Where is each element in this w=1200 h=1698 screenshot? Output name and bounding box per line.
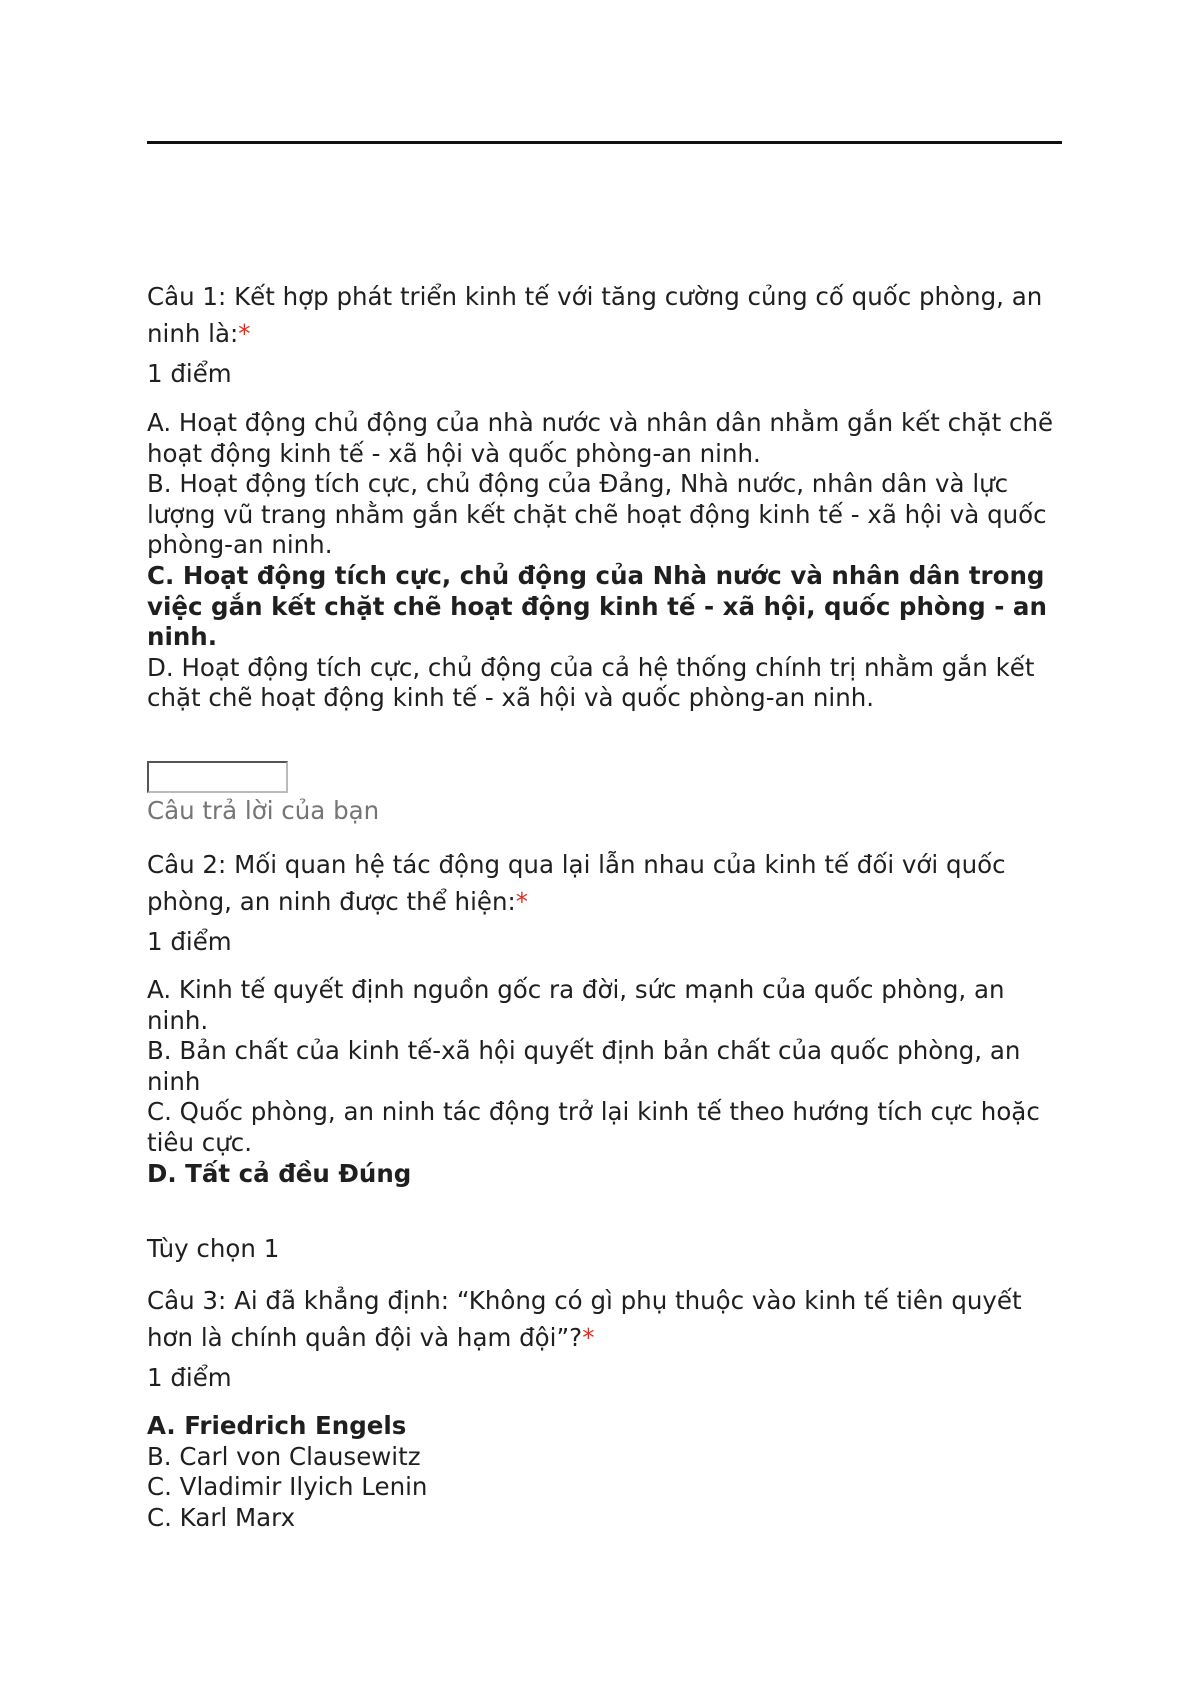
top-divider: [147, 141, 1062, 144]
required-mark: *: [582, 1323, 595, 1352]
option-1d: D. Hoạt động tích cực, chủ động của cả hệ thống chính trị nhằm gắn kết chặt chẽ hoạt động kinh tế - xã hội và quốc phòng-an ninh.: [147, 652, 1035, 713]
required-mark: *: [515, 887, 528, 916]
option-3b: B. Carl von Clausewitz: [147, 1441, 421, 1471]
option-1a: A. Hoạt động chủ động của nhà nước và nhân dân nhằm gắn kết chặt chẽ hoạt động kinh tế - xã hội và quốc phòng-an ninh.: [147, 408, 1054, 468]
option-2b: B. Bản chất của kinh tế-xã hội quyết định bản chất của quốc phòng, an ninh: [147, 1036, 1021, 1096]
answer-input[interactable]: [147, 761, 288, 793]
question-3-title: Câu 3: Ai đã khẳng định: “Không có gì phụ thuộc vào kinh tế tiên quyết hơn là chính quân đội và hạm đội”?*: [147, 1286, 1022, 1352]
option-2d: D. Tất cả đều Đúng: [147, 1158, 412, 1188]
question-2-points: 1 điểm: [147, 927, 232, 956]
question-1-points: 1 điểm: [147, 359, 232, 388]
question-2-title: Câu 2: Mối quan hệ tác động qua lại lẫn nhau của kinh tế đối với quốc phòng, an ninh được thể hiện:*: [147, 850, 1006, 916]
question-3-options: [147, 1411, 1067, 1533]
option-2a: A. Kinh tế quyết định nguồn gốc ra đời, sức mạnh của quốc phòng, an ninh.: [147, 975, 1005, 1035]
question-1-options: [147, 408, 1067, 714]
option-1c: C. Hoạt động tích cực, chủ động của Nhà nước và nhân dân trong việc gắn kết chặt chẽ hoạt động kinh tế - xã hội, quốc phòng - an ninh.: [147, 560, 1047, 652]
required-mark: *: [238, 319, 251, 348]
option-3a: A. Friedrich Engels: [147, 1411, 407, 1440]
option-label: Tùy chọn 1: [147, 1234, 280, 1263]
option-1b: B. Hoạt động tích cực, chủ động của Đảng, Nhà nước, nhân dân và lực lượng vũ trang nhằm gắn kết chặt chẽ hoạt động kinh tế - xã hội và quốc phòng-an ninh.: [147, 469, 1047, 560]
option-2c: C. Quốc phòng, an ninh tác động trở lại kinh tế theo hướng tích cực hoặc tiêu cực.: [147, 1097, 1040, 1157]
question-3-points: 1 điểm: [147, 1363, 232, 1392]
option-3c: C. Vladimir Ilyich Lenin: [147, 1472, 428, 1502]
answer-label: Câu trả lời của bạn: [147, 796, 380, 825]
question-1-title: Câu 1: Kết hợp phát triển kinh tế với tăng cường củng cố quốc phòng, an ninh là:*: [147, 282, 1043, 348]
question-2-options: [147, 975, 1067, 1189]
option-3d: C. Karl Marx: [147, 1502, 296, 1532]
